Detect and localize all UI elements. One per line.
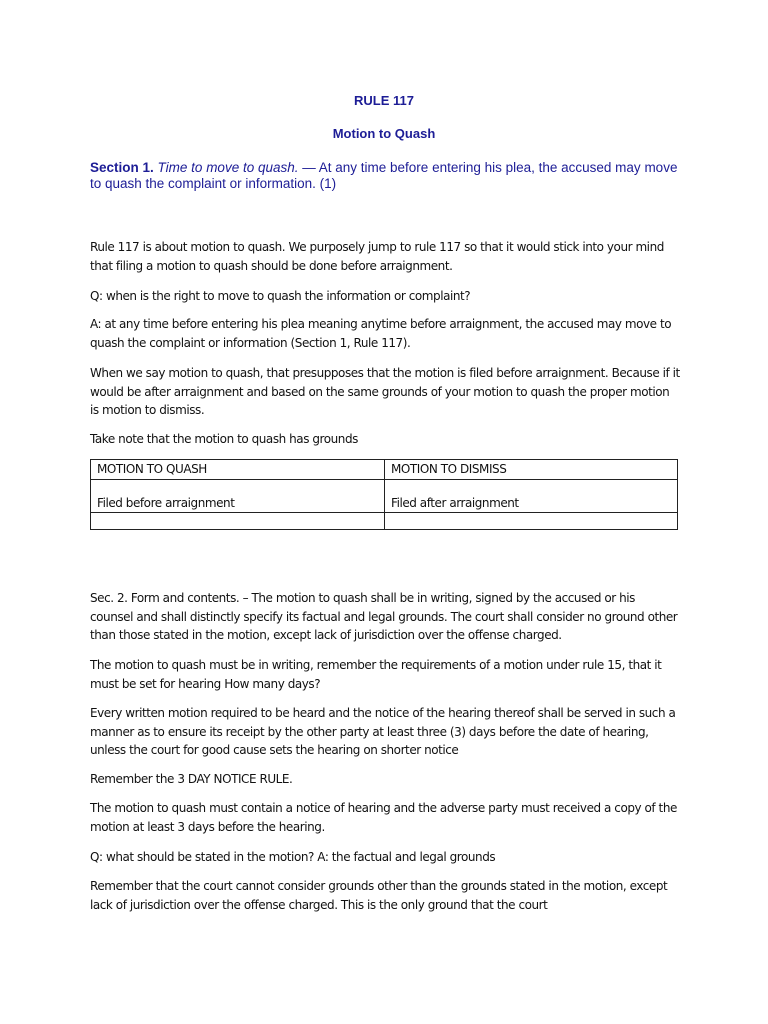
paragraph: A: at any time before entering his plea meaning anytime before arraignment, the accused may move to quash the complaint or information (Section 1, Rule 117). <box>90 317 672 350</box>
table-cell: Filed after arraignment <box>385 480 678 513</box>
table-header-row <box>91 460 678 480</box>
table-header-cell: MOTION TO QUASH <box>91 460 385 480</box>
table-cell <box>91 513 385 530</box>
comparison-table <box>90 459 678 530</box>
paragraph: Rule 117 is about motion to quash. We purposely jump to rule 117 so that it would stick into your mind that filing a motion to quash should be done before arraignment. <box>90 240 664 273</box>
section-1-title: Time to move to quash. <box>157 160 299 175</box>
paragraph: The motion to quash must be in writing, remember the requirements of a motion under rule 15, that it must be set for hearing How many days? <box>90 658 662 691</box>
paragraph: Remember the 3 DAY NOTICE RULE. <box>90 772 293 786</box>
document-subtitle: Motion to Quash <box>332 126 436 141</box>
paragraph: Q: when is the right to move to quash the information or complaint? <box>90 289 471 303</box>
paragraph: Remember that the court cannot consider grounds other than the grounds stated in the motion, except lack of jurisdiction over the offense charged. This is the only ground that the court <box>90 879 668 912</box>
table-cell <box>385 513 678 530</box>
paragraph: The motion to quash must contain a notice of hearing and the adverse party must received a copy of the motion at least 3 days before the hearing. <box>90 801 677 834</box>
table-cell: Filed before arraignment <box>91 480 385 513</box>
paragraph: When we say motion to quash, that presupposes that the motion is filed before arraignment. Because if it would be after arraignment and based on the same grounds of your motion to quash the proper motion is motion to dismiss. <box>90 366 680 417</box>
table-row <box>91 513 678 530</box>
rule-title: RULE 117 <box>354 93 414 108</box>
paragraph: Sec. 2. Form and contents. – The motion to quash shall be in writing, signed by the accused or his counsel and shall distinctly specify its factual and legal grounds. The court shall consider no ground other than those stated in the motion, except lack of jurisdiction over the offense charged. <box>90 591 678 642</box>
section-1-heading <box>90 160 680 192</box>
paragraph: Q: what should be stated in the motion? A: the factual and legal grounds <box>90 850 496 864</box>
paragraph: Every written motion required to be heard and the notice of the hearing thereof shall be served in such a manner as to ensure its receipt by the other party at least three (3) days before the date of hearing, unless the court for good cause sets the hearing on shorter notice <box>90 706 676 757</box>
section-1-text: — At any time before entering his plea, the accused may move to quash the complaint or information. (1) <box>90 160 678 191</box>
section-1-label: Section 1. <box>90 160 154 175</box>
table-header-cell: MOTION TO DISMISS <box>385 460 678 480</box>
table-row <box>91 480 678 513</box>
paragraph: Take note that the motion to quash has grounds <box>90 432 358 446</box>
